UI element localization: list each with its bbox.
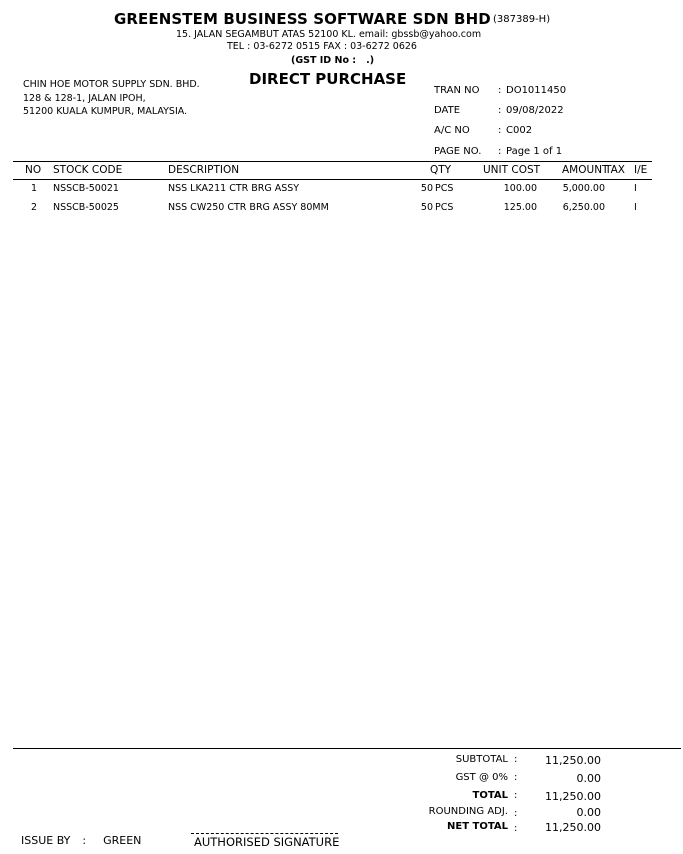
gst-id-value: .) [366,55,375,66]
supplier-address-line-1: 128 & 128-1, JALAN IPOH, [23,92,146,104]
date-value: 09/08/2022 [506,105,564,116]
company-contact: TEL : 03-6272 0515 FAX : 03-6272 0626 [227,41,417,52]
account-no-value: C002 [506,125,533,136]
net-total-label: NET TOTAL [447,821,508,832]
tran-no-label: TRAN NO [434,85,480,96]
col-header-description: DESCRIPTION [168,164,240,176]
page-no-colon: : [498,146,502,157]
col-header-stock-code: STOCK CODE [53,164,123,176]
total-label: TOTAL [472,790,508,801]
row-uom: PCS [435,202,454,213]
gst-colon: : [514,772,518,783]
row-description: NSS CW250 CTR BRG ASSY 80MM [168,202,329,213]
table-header-rule [13,179,652,180]
row-qty: 50 [420,202,433,213]
date-label: DATE [434,105,461,116]
col-header-amount: AMOUNT [562,164,609,176]
issue-by-value: GREEN [103,834,142,847]
account-no-label: A/C NO [434,125,470,136]
row-no: 2 [31,202,38,213]
row-stock-code: NSSCB-50025 [53,202,119,213]
company-name: GREENSTEM BUSINESS SOFTWARE SDN BHD [114,10,491,28]
row-stock-code: NSSCB-50021 [53,183,119,194]
row-amount: 6,250.00 [562,202,605,213]
account-no-colon: : [498,125,502,136]
col-header-ie: I/E [634,164,648,176]
net-total-value: 11,250.00 [545,821,601,834]
supplier-block [23,78,200,119]
issue-by-colon: : [82,834,87,847]
col-header-qty: QTY [430,164,452,176]
row-qty: 50 [420,183,433,194]
row-description: NSS LKA211 CTR BRG ASSY [168,183,300,194]
supplier-address-line-2: 51200 KUALA KUMPUR, MALAYSIA. [23,106,188,117]
company-gst-id [291,55,374,66]
date-colon: : [498,105,502,116]
page-no-label: PAGE NO. [434,146,482,157]
page-no-value: Page 1 of 1 [506,146,563,157]
rounding-colon: : [514,808,518,819]
row-ie: I [634,183,637,194]
col-header-tax: TAX [605,164,625,176]
net-total-colon: : [514,823,518,834]
subtotal-colon: : [514,754,518,765]
row-amount: 5,000.00 [562,183,605,194]
row-unit-cost: 100.00 [503,183,537,194]
signature-line [191,833,338,834]
issue-by-label: ISSUE BY [21,834,71,847]
company-reg-no: (387389-H) [493,14,551,25]
rounding-label: ROUNDING ADJ. [428,806,508,817]
rounding-value: 0.00 [576,806,601,819]
row-uom: PCS [435,183,454,194]
gst-value: 0.00 [576,772,601,785]
authorised-signature: AUTHORISED SIGNATURE [194,835,340,849]
totals-rule [13,748,681,749]
row-ie: I [634,202,637,213]
tran-no-value: DO1011450 [506,85,567,96]
col-header-no: NO [25,164,42,176]
issue-by [21,834,141,847]
tran-no-colon: : [498,85,502,96]
col-header-unit-cost: UNIT COST [483,164,541,176]
table-top-rule [13,161,652,162]
row-unit-cost: 125.00 [503,202,537,213]
subtotal-value: 11,250.00 [545,754,601,767]
gst-id-label: (GST ID No : [291,55,357,66]
row-no: 1 [31,183,38,194]
document-title: DIRECT PURCHASE [249,70,407,88]
supplier-name: CHIN HOE MOTOR SUPPLY SDN. BHD. [23,79,200,90]
total-colon: : [514,790,518,801]
subtotal-label: SUBTOTAL [455,754,508,765]
total-value: 11,250.00 [545,790,601,803]
company-address: 15. JALAN SEGAMBUT ATAS 52100 KL. email: gbssb@yahoo.com [176,29,482,40]
gst-label: GST @ 0% [455,772,508,783]
